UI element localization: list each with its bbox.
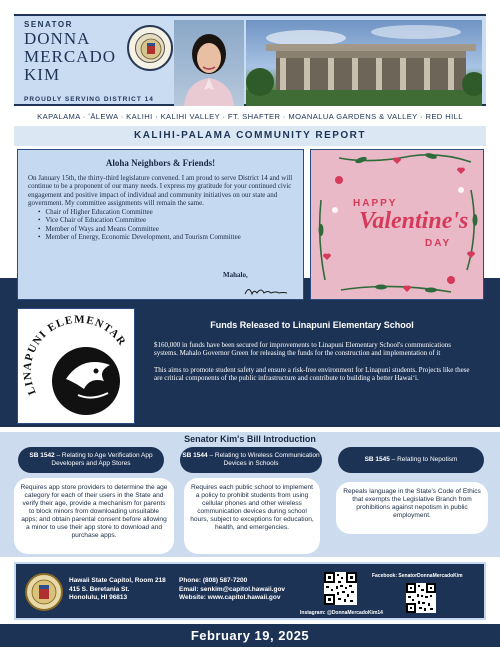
capitol-building-image [246,20,482,106]
school-funding-paragraph: $160,000 in funds have been secured for improvements to Linapuni Elementary School's communications systems. Mahalo Governor Green for releasing the funds for the construction and implementation of it [154,341,451,358]
facebook-qr-code-icon[interactable] [406,583,436,613]
valentines-day-card [310,149,484,300]
senator-name [24,30,116,84]
facebook-handle[interactable]: Facebook: SenatorDonnaMercadoKim [372,573,463,579]
instagram-qr-code-icon[interactable] [324,572,357,605]
committee-item: • Member of Energy, Economic Development, and Tourism Committee [38,233,293,241]
bill-description-card: Repeals language in the State's Code of Ethics that exempts the Legislative Branch from prohibitions against nepotism in public employment. [336,482,488,534]
school-logo-text: LINAPUNI ELEMENTAR [21,313,129,397]
committee-list [38,208,293,241]
district-label: PROUDLY SERVING DISTRICT 14 [24,96,154,103]
committee-item: • Chair of Higher Education Committee [38,208,293,216]
letter-body: On January 15th, the thirty-third legislature convened. I am proud to serve District 14 and will continue to be a proponent of our many needs. I express my gratitude for your continued civic engagement and positive impact of individual and community initiatives on our state and government. My committee assignments will remain the same. [28,174,293,207]
address-line: Hawaii State Capitol, Room 218 [69,577,166,584]
senator-label: SENATOR [24,20,73,29]
senator-name-middle: MERCADO [24,47,117,66]
bill-description-card: Requires app store providers to determine the age category for each of their users in the State and verify their age, provide a mechanism for parents to block minors from downloading unsuitable apps; and obtain parental consent before allowing a minor to use their app store to download and purchase apps. [14,478,174,554]
bill-description-card: Requires each public school to implement a policy to prohibit students from using cellular phones and other wireless communication devices during school hours, subject to exceptions for education, health, and emergencies. [184,478,320,554]
email-link[interactable]: Email: senkim@capitol.hawaii.gov [179,585,286,593]
bill-title-pill [18,447,164,473]
school-funding-heading: Funds Released to Linapuni Elementary School [210,320,414,330]
bill-title-pill [338,447,484,473]
report-title: KALIHI-PALAMA COMMUNITY REPORT [14,126,486,146]
senator-portrait [174,20,244,106]
senator-name-last: KIM [24,65,61,84]
contact-info [179,577,285,603]
senator-name-first: DONNA [24,29,91,48]
bill-title: – Relating to Nepotism [391,456,458,463]
phone-number: Phone: (808) 587-7200 [179,577,248,584]
address-line: Honolulu, HI 96813 [69,594,128,601]
bill-title: – Relating to Wireless Communication Devices in Schools [209,452,320,467]
school-funding-section [140,308,484,424]
state-seal-icon [127,25,173,71]
school-funding-paragraph: This aims to promote student safety and ensure a risk-free environment for Linapuni students. Projects like these are critical components of the public infrastructure and contribute to building a better Hawaiʻi. [154,365,470,383]
valentine-happy-text: HAPPY [353,198,398,209]
committee-item: • Vice Chair of Education Committee [38,216,293,224]
bill-title-pill [180,447,322,473]
website-link[interactable]: Website: www.capitol.hawaii.gov [179,594,281,601]
bill-number: SB 1545 [364,456,390,463]
valentine-title-text: Valentine's [359,208,469,234]
bill-title: – Relating to Age Verification App Developers and App Stores [51,452,153,467]
hawaii-state-seal-icon [25,573,63,611]
neighborhoods-list: KAPALAMA · ʻĀLEWA · KALIHI · KALIHI VALLEY · FT. SHAFTER · MOANALUA GARDENS & VALLEY · RED HILL [37,112,463,121]
signature-image [243,284,289,298]
letter-closing: Mahalo, [223,271,248,279]
address-line: 415 S. Beretania St. [69,585,130,593]
linapuni-school-logo [17,308,135,424]
office-address [69,577,166,603]
aloha-letter [17,149,304,300]
bill-number: SB 1542 [29,452,55,459]
instagram-handle[interactable]: Instagram: @DonnaMercadoKim14 [300,610,383,616]
bill-number: SB 1544 [182,452,208,459]
letter-heading: Aloha Neighbors & Friends! [105,158,216,168]
header-banner [14,14,486,106]
valentine-day-text: DAY [425,238,452,249]
contact-footer [14,562,486,620]
bill-introduction-section [0,432,500,557]
committee-item: • Member of Ways and Means Committee [38,225,293,233]
bills-heading: Senator Kim's Bill Introduction [184,434,316,444]
newsletter-date: February 19, 2025 [0,624,500,647]
